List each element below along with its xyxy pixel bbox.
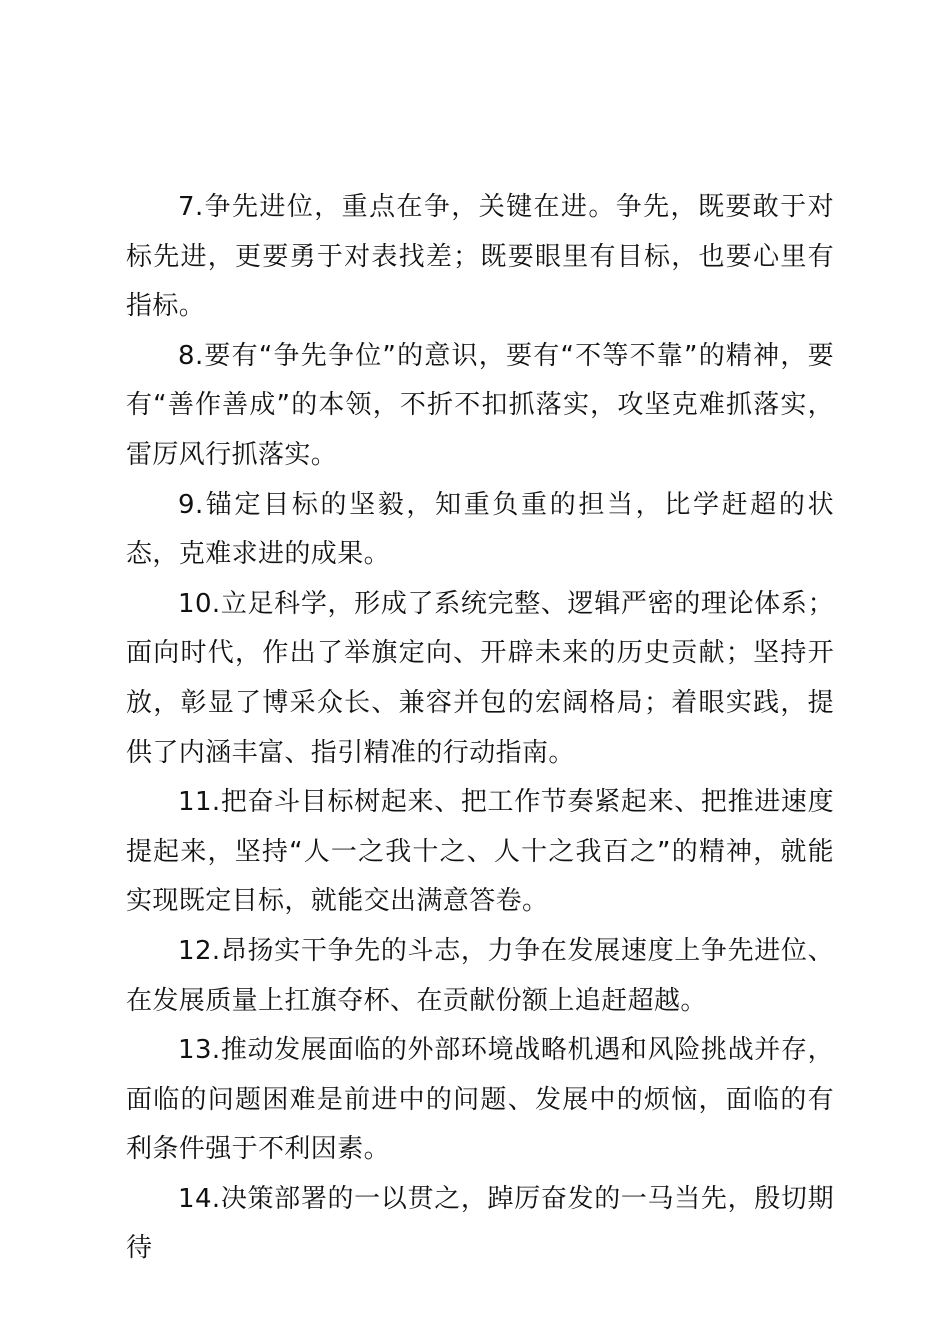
- paragraph-10: 10.立足科学，形成了系统完整、逻辑严密的理论体系；面向时代，作出了举旗定向、开辟未来的历史贡献；坚持开放，彰显了博采众长、兼容并包的宏阔格局；着眼实践，提供了内涵丰富、指引精准的行动指南。: [126, 588, 834, 768]
- paragraph-12: 12.昂扬实干争先的斗志，力争在发展速度上争先进位、在发展质量上扛旗夺杯、在贡献份额上追赶超越。: [126, 935, 834, 1016]
- document-body: [126, 183, 834, 1274]
- paragraph-9: 9.锚定目标的坚毅，知重负重的担当，比学赶超的状态，克难求进的成果。: [126, 489, 834, 570]
- paragraph-11: 11.把奋斗目标树起来、把工作节奏紧起来、把推进速度提起来，坚持“人一之我十之、人十之我百之”的精神，就能实现既定目标，就能交出满意答卷。: [126, 787, 834, 917]
- paragraph-7: 7.争先进位，重点在争，关键在进。争先，既要敢于对标先进，更要勇于对表找差；既要眼里有目标，也要心里有指标。: [126, 192, 834, 322]
- paragraph-8: 8.要有“争先争位”的意识，要有“不等不靠”的精神，要有“善作善成”的本领，不折不扣抓落实，攻坚克难抓落实，雷厉风行抓落实。: [126, 340, 834, 470]
- paragraph-14: 14.决策部署的一以贯之，踔厉奋发的一马当先，殷切期待: [126, 1183, 834, 1264]
- paragraph-13: 13.推动发展面临的外部环境战略机遇和风险挑战并存，面临的问题困难是前进中的问题、发展中的烦恼，面临的有利条件强于不利因素。: [126, 1035, 834, 1165]
